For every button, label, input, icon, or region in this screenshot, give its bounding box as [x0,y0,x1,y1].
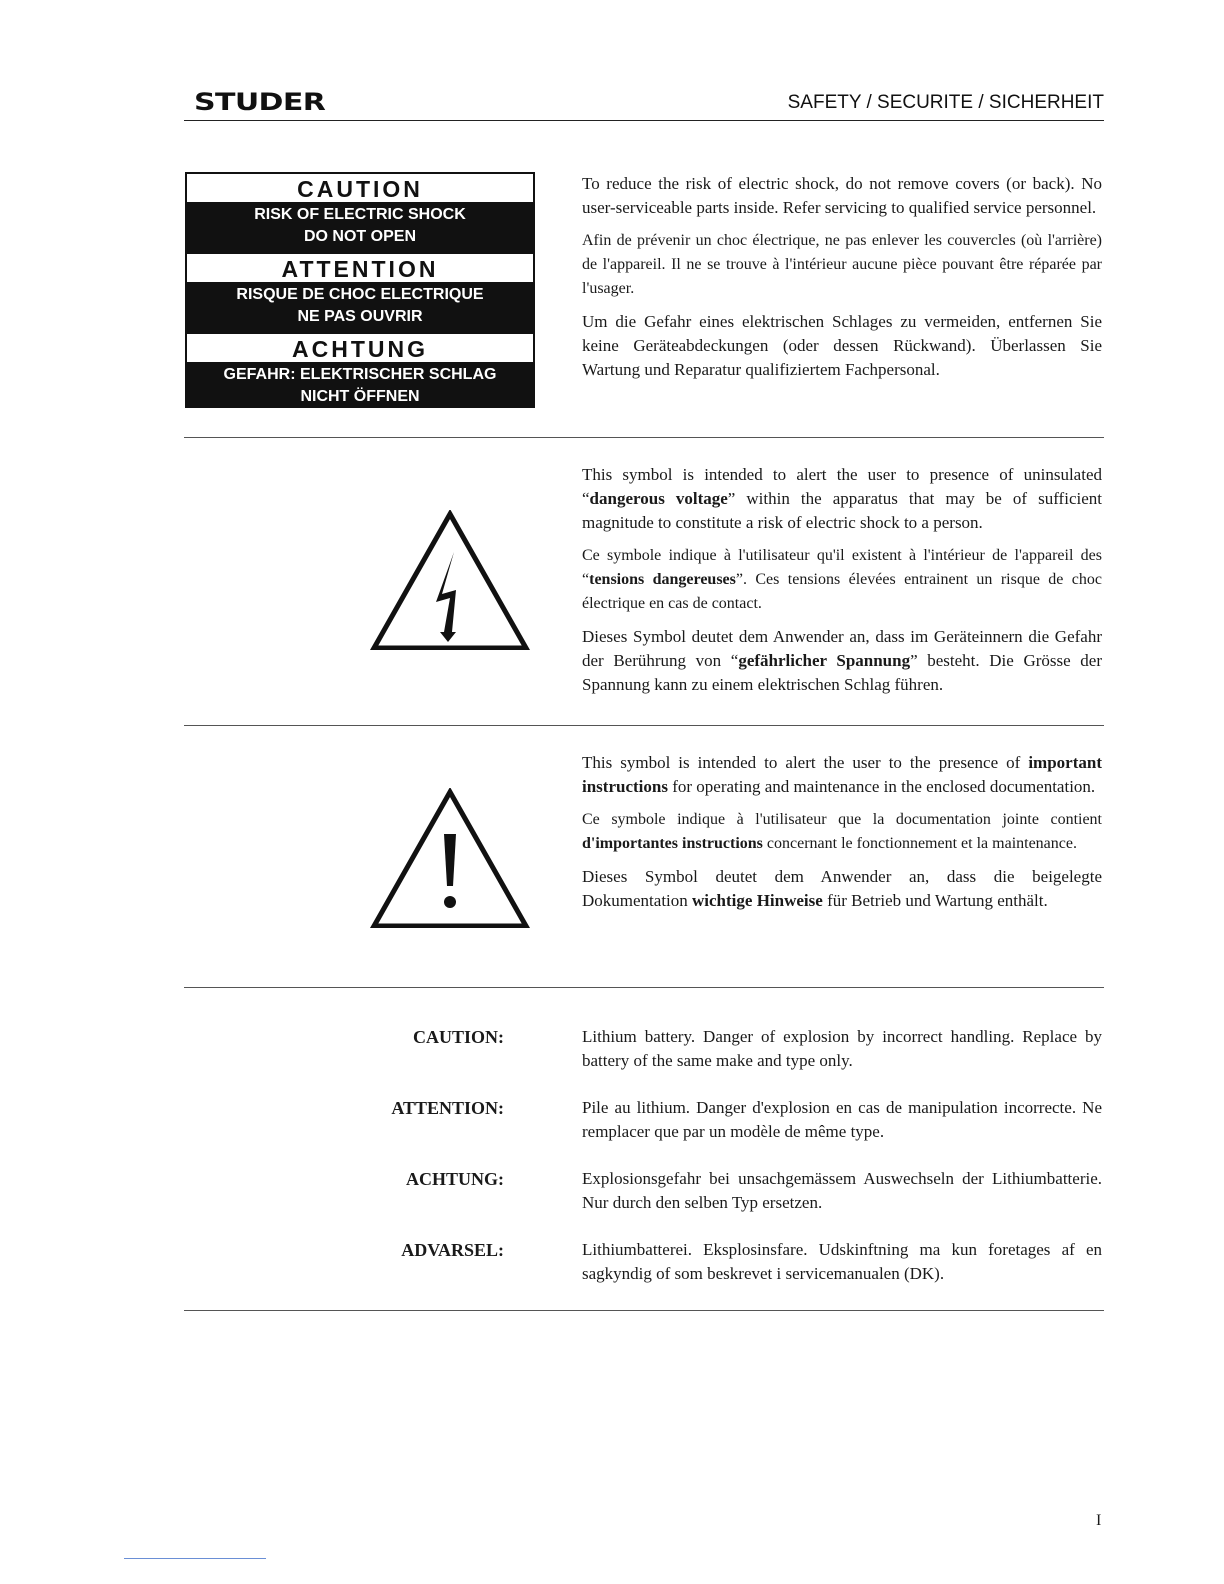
paragraph-de: Um die Gefahr eines elektrischen Schlages zu vermeiden, entfernen Sie keine Geräteabdeckungen (oder dessen Rückwand). Überlassen Sie Wartung und Reparatur qualifiziertem Fachpersonal. [582,312,1102,379]
label-head-caution: CAUTION [187,174,533,202]
text-run: for operating and maintenance in the enclosed documentation. [667,777,1096,796]
section-divider [184,437,1104,438]
section-divider [184,1310,1104,1311]
label-line: NICHT ÖFFNEN [300,388,420,405]
text-run-bold: dangerous voltage [589,489,728,508]
warning-text: Lithium battery. Danger of explosion by incorrect handling. Replace by battery of the same make and type only. [582,1027,1102,1070]
paragraph-de [582,865,1102,913]
exclamation-warning-icon [370,788,530,928]
text-run: This symbol is intended to alert the user to presence of uninsulated “ [582,465,1102,508]
warning-label: ACHTUNG: [406,1169,504,1189]
text-run: ” besteht. Die Grösse der Spannung kann zu einem elektrischen Schlag führen. [582,651,1102,694]
text-run-bold: important instructions [582,753,1102,796]
paragraph-fr: Afin de prévenir un choc électrique, ne pas enlever les couvercles (où l'arrière) de l'appareil. Il ne se trouve à l'intérieur aucune pièce pouvant être réparée par l'usager. [582,232,1102,297]
text-run: für Betrieb und Wartung enthält. [822,891,1048,910]
label-sub-achtung [185,362,535,412]
lightning-warning-icon [370,510,530,650]
label-head-attention: ATTENTION [187,254,533,282]
section-divider [184,725,1104,726]
section3-text [582,751,1102,922]
warning-label: ADVARSEL: [401,1240,504,1260]
text-run: concernant le fonctionnement et la maintenance. [762,835,1077,852]
section1-text [582,172,1102,391]
section-divider [184,987,1104,988]
warning-text: Pile au lithium. Danger d'explosion en cas de manipulation incorrecte. Ne remplacer que par un modèle de même type. [582,1098,1102,1141]
paragraph-en: To reduce the risk of electric shock, do not remove covers (or back). No user-serviceable parts inside. Refer servicing to qualified service personnel. [582,174,1102,217]
label-line: GEFAHR: ELEKTRISCHER SCHLAG [223,366,497,383]
warning-label: CAUTION: [412,1027,504,1047]
label-line: DO NOT OPEN [303,228,416,245]
text-run: ”. Ces tensions élevées entrainent un risque de choc électrique en cas de contact. [582,571,1103,612]
paragraph-de [582,625,1102,697]
caution-label [185,172,535,408]
text-run-bold: wichtige Hinweise [692,891,823,910]
footer-link-underline [124,1558,266,1559]
text-run: Ce symbole indique à l'utilisateur que la documentation jointe contient [582,811,1102,828]
label-line: RISK OF ELECTRIC SHOCK [254,206,466,223]
section2-text [582,463,1102,706]
text-run-bold: tensions dangereuses [589,571,736,588]
paragraph-en [582,751,1102,799]
warning-text: Explosionsgefahr bei unsachgemässem Auswechseln der Lithiumbatterie. Nur durch den selben Typ ersetzen. [582,1169,1102,1212]
text-run: This symbol is intended to alert the user to the presence of [582,753,1029,772]
header-divider [184,120,1104,121]
label-line: NE PAS OUVRIR [297,308,423,325]
text-run-bold: d'importantes instructions [582,835,763,852]
paragraph-en [582,463,1102,535]
paragraph-fr [582,544,1102,616]
label-sub-attention [185,282,535,332]
text-run: Dieses Symbol deutet dem Anwender an, dass im Geräteinnern die Gefahr der Berührung von “ [582,627,1102,670]
label-head-achtung: ACHTUNG [187,334,533,362]
label-sub-caution [185,202,535,252]
page-header [184,86,1104,120]
warning-label: ATTENTION: [391,1098,504,1118]
text-run: Ce symbole indique à l'utilisateur qu'il existent à l'intérieur de l'appareil des “ [582,547,1102,588]
paragraph-fr [582,808,1102,856]
brand-logo: STUDER [194,88,326,116]
text-run: Dieses Symbol deutet dem Anwender an, dass die beigelegte Dokumentation [582,867,1102,910]
header-title: SAFETY / SECURITE / SICHERHEIT [787,92,1104,113]
text-run: ” within the apparatus that may be of sufficient magnitude to constitute a risk of electric shock to a person. [582,489,1102,532]
label-line: RISQUE DE CHOC ELECTRIQUE [236,286,484,303]
page-number: I [1096,1512,1102,1529]
text-run-bold: gefährlicher Spannung [738,651,911,670]
warning-text: Lithiumbatterei. Eksplosinsfare. Udskinftning ma kun foretages af en sagkyndig of som beskrevet i servicemanualen (DK). [582,1240,1102,1283]
